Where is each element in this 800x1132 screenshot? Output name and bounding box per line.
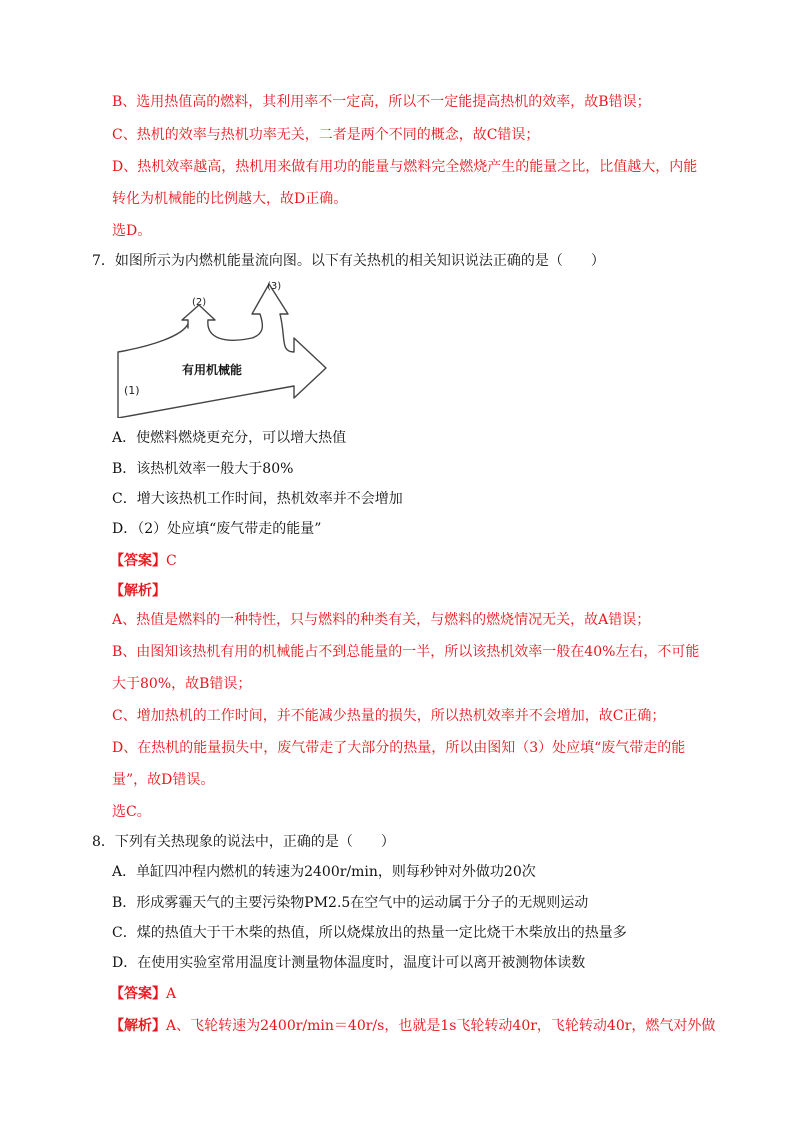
diagram-label-2: (2) [192,297,207,308]
q8-option-b: B．形成雾霾天气的主要污染物PM2.5在空气中的运动属于分子的无规则运动 [112,895,589,911]
q7-answer-value: C [166,553,177,569]
diagram-label-1: (1) [124,384,140,397]
q7-stem: 7．如图所示为内燃机能量流向图。以下有关热机的相关知识说法正确的是（ ） [92,253,605,269]
q7-answer-tag: 【答案】 [110,553,166,569]
q8-analysis-text: A、飞轮转速为2400r/min＝40r/s，也就是1s飞轮转动40r，飞轮转动40r，燃气对外做 [166,1018,716,1034]
q7-answer [110,551,177,571]
q8-analysis-tag: 【解析】 [110,1018,166,1034]
explanation-line-c: C、热机的效率与热机功率无关，二者是两个不同的概念，故C错误； [112,127,540,143]
q8-analysis [110,1016,715,1036]
q7-analysis-tag: 【解析】 [110,583,166,599]
q7-analysis-line: A、热值是燃料的一种特性，只与燃料的种类有关，与燃料的燃烧情况无关，故A错误； [112,612,651,628]
energy-flow-diagram [112,272,332,418]
q7-analysis-line: 大于80%，故B错误； [112,676,252,692]
q8-answer [110,984,176,1004]
q7-analysis-line: C、增加热机的工作时间，并不能减少热量的损失，所以热机效率并不会增加，故C正确； [112,708,666,724]
diagram-label-3: (3) [267,281,282,292]
q7-analysis-line: B、由图知该热机有用的机械能占不到总能量的一半，所以该热机效率一般在40%左右，不可能 [112,644,700,660]
q7-choose: 选C。 [112,804,151,820]
q8-stem: 8．下列有关热现象的说法中，正确的是（ ） [92,834,395,850]
diagram-center-text: 有用机械能 [182,363,243,377]
q7-option-d: D．（2）处应填“废气带走的能量” [112,521,322,537]
explanation-line-d1: D、热机效率越高，热机用来做有用功的能量与燃料完全燃烧产生的能量之比，比值越大，内能 [112,159,698,175]
q7-analysis-line: 量”，故D错误。 [112,772,215,788]
energy-flow-arrow [118,284,326,418]
q8-option-c: C．煤的热值大于干木柴的热值，所以烧煤放出的热量一定比烧干木柴放出的热量多 [112,925,627,941]
explanation-choose: 选D。 [112,223,152,239]
q7-option-c: C．增大该热机工作时间，热机效率并不会增加 [112,491,403,507]
q7-analysis-line: D、在热机的能量损失中，废气带走了大部分的热量，所以由图知（3）处应填“废气带走的能 [112,740,686,756]
q8-answer-value: A [166,986,177,1002]
explanation-line-d2: 转化为机械能的比例越大，故D正确。 [112,191,348,207]
q7-option-a: A．使燃料燃烧更充分，可以增大热值 [112,430,347,446]
q7-option-b: B．该热机效率一般大于80% [112,461,294,477]
q8-option-d: D．在使用实验室常用温度计测量物体温度时，温度计可以离开被测物体读数 [112,955,586,971]
explanation-line-b: B、选用热值高的燃料，其利用率不一定高，所以不一定能提高热机的效率，故B错误； [112,94,651,110]
q8-option-a: A．单缸四冲程内燃机的转速为2400r/min，则每秒钟对外做功20次 [112,864,536,880]
q8-answer-tag: 【答案】 [110,986,166,1002]
